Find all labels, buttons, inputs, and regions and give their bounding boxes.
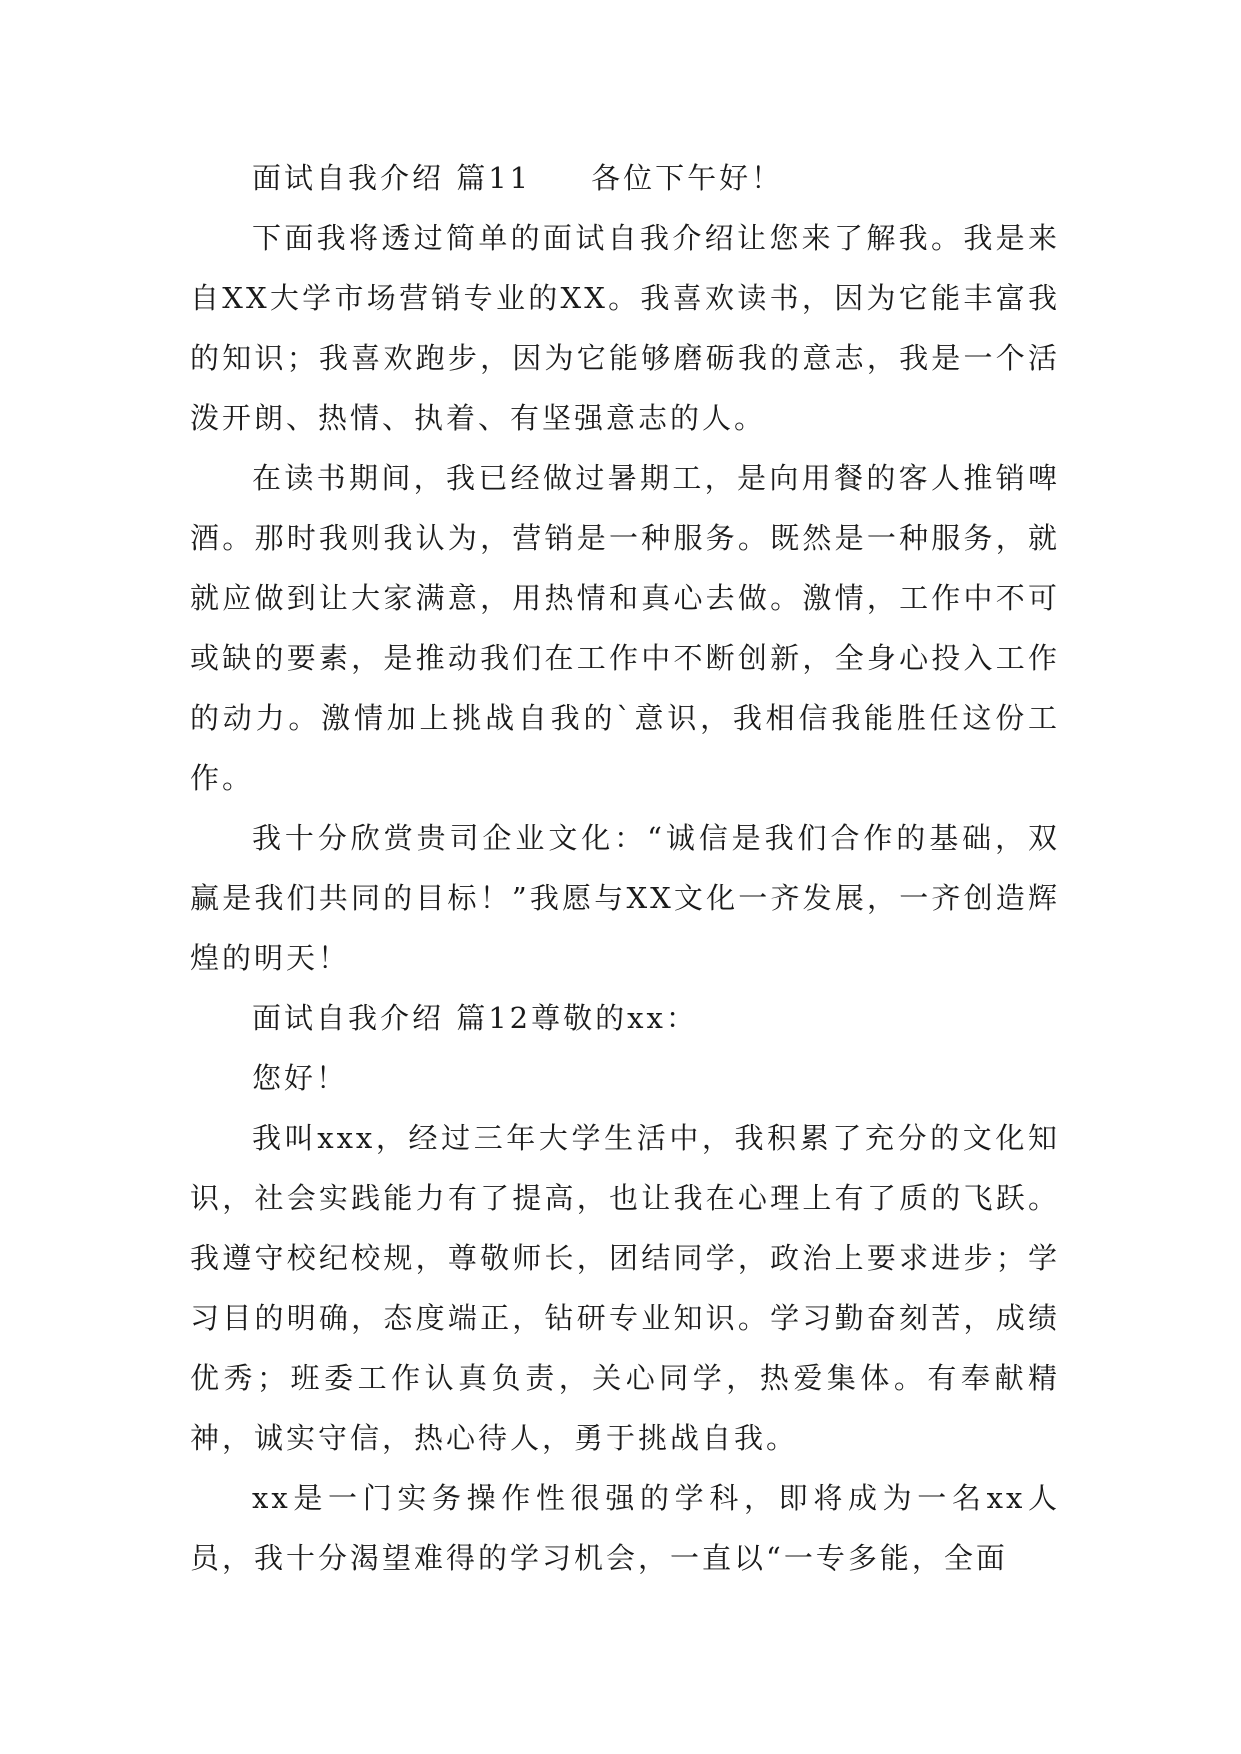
section-11-heading: 面试自我介绍 篇11 (252, 161, 532, 195)
document-page (190, 148, 1060, 1588)
section-12-paragraph-1: 我叫xxx，经过三年大学生活中，我积累了充分的文化知识，社会实践能力有了提高，也让我在心理上有了质的飞跃。我遵守校纪校规，尊敬师长，团结同学，政治上要求进步；学习目的明确，态度端正，钻研专业知识。学习勤奋刻苦，成绩优秀；班委工作认真负责，关心同学，热爱集体。有奉献精神，诚实守信，热心待人，勇于挑战自我。 (190, 1121, 1060, 1455)
section-11-paragraph-2: 在读书期间，我已经做过暑期工，是向用餐的客人推销啤酒。那时我则我认为，营销是一种服务。既然是一种服务，就就应做到让大家满意，用热情和真心去做。激情，工作中不可或缺的要素，是推动我们在工作中不断创新，全身心投入工作的动力。激情加上挑战自我的`意识，我相信我能胜任这份工作。 (190, 461, 1060, 795)
section-12-paragraph-2: xx是一门实务操作性很强的学科，即将成为一名xx人员，我十分渴望难得的学习机会，一直以“一专多能，全面 (190, 1481, 1060, 1575)
section-11-title-line (190, 148, 1060, 208)
section-11-greeting: 各位下午好！ (591, 161, 784, 195)
section-11-paragraph-1: 下面我将透过简单的面试自我介绍让您来了解我。我是来自XX大学市场营销专业的XX。我喜欢读书，因为它能丰富我的知识；我喜欢跑步，因为它能够磨砺我的意志，我是一个活泼开朗、热情、执着、有坚强意志的人。 (190, 221, 1060, 435)
section-12-greeting: 您好！ (252, 1061, 349, 1095)
section-12-heading: 面试自我介绍 篇12尊敬的xx： (252, 1001, 698, 1035)
section-11-paragraph-3: 我十分欣赏贵司企业文化：“诚信是我们合作的基础，双赢是我们共同的目标！”我愿与XX文化一齐发展，一齐创造辉煌的明天！ (190, 821, 1060, 975)
